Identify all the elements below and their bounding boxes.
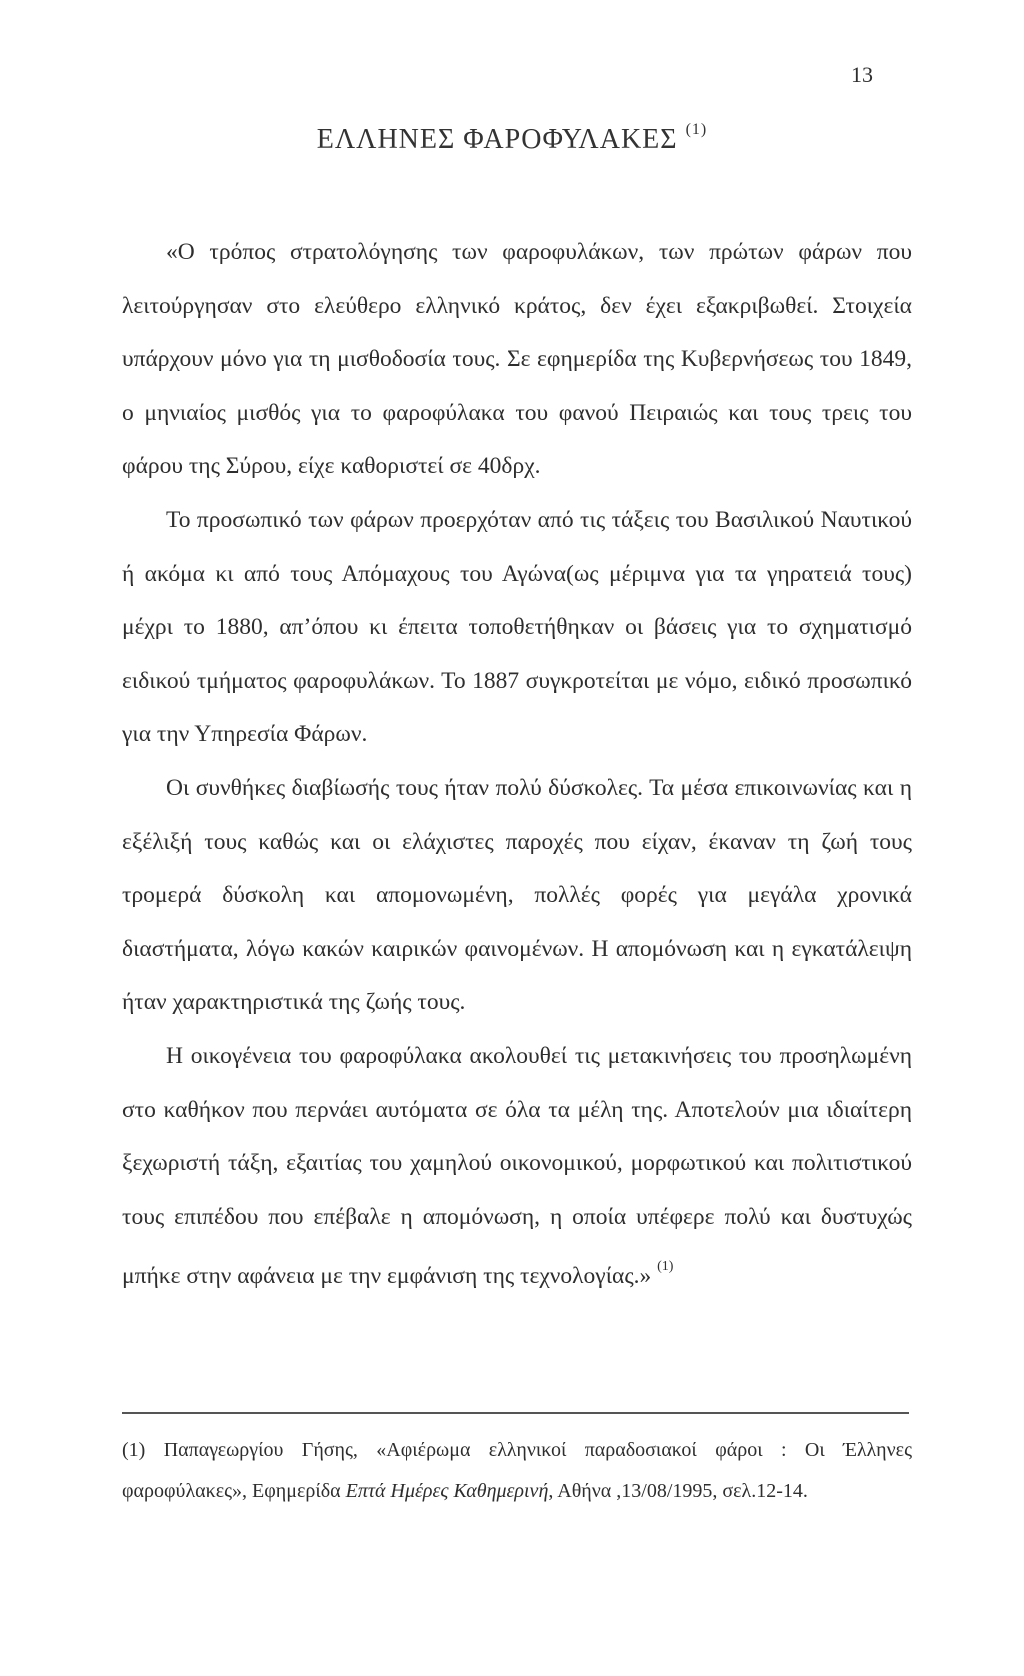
paragraph-3: Οι συνθήκες διαβίωσής τους ήταν πολύ δύσκολες. Τα μέσα επικοινωνίας και η εξέλιξή τους καθώς και οι ελάχιστες παροχές που είχαν, έκαναν τη ζωή τους τρομερά δύσκολη και απομονωμένη, πολλές φορές για μεγάλα χρονικά διαστήματα, λόγω κακών καιρικών φαινομένων. Η απομόνωση και η εγκατάλειψη ήταν χαρακτηριστικά της ζωής τους. xyxy=(122,774,912,1016)
title-text: ΕΛΛΗΝΕΣ ΦΑΡΟΦΥΛΑΚΕΣ xyxy=(316,124,678,155)
title-note-ref: (1) xyxy=(685,120,708,138)
page-number: 13 xyxy=(851,62,873,87)
paragraph-2: Το προσωπικό των φάρων προερχόταν από τις τάξεις του Βασιλικού Ναυτικού ή ακόμα κι από τους Απόμαχους του Αγώνα(ως μέριμνα για τα γηρατειά τους) μέχρι το 1880, απ’όπου κι έπειτα τοποθετήθηκαν οι βάσεις για το σχηματισμό ειδικού τμήματος φαροφυλάκων. Το 1887 συγκροτείται με νόμο, ειδικό προσωπικό για την Υπηρεσία Φάρων. xyxy=(122,506,912,748)
paragraph-1: «Ο τρόπος στρατολόγησης των φαροφυλάκων, των πρώτων φάρων που λειτούργησαν στο ελεύθερο ελληνικό κράτος, δεν έχει εξακριβωθεί. Στοιχεία υπάρχουν μόνο για τη μισθοδοσία τους. Σε εφημερίδα της Κυβερνήσεως του 1849, ο μηνιαίος μισθός για το φαροφύλακα του φανού Πειραιώς και τους τρεις του φάρου της Σύρου, είχε καθοριστεί σε 40δρχ. xyxy=(122,239,912,480)
page-title xyxy=(0,120,1024,156)
footnote-newspaper: Επτά Ημέρες Καθημερινή xyxy=(345,1480,549,1502)
footnote-text: Παπαγεωργίου Γήσης, «Αφιέρωμα ελληνικοί παραδοσιακοί φάροι : Οι Έλληνες φαροφύλακες», Εφημερίδα xyxy=(122,1439,913,1502)
footnote-text-end: , Αθήνα ,13/08/1995, σελ.12-14. xyxy=(548,1480,808,1502)
paragraph-4 xyxy=(122,1030,912,1304)
body-text xyxy=(122,226,912,1304)
footnote xyxy=(122,1430,912,1512)
footnote-marker: (1) xyxy=(122,1439,146,1461)
paragraph-4-note-ref: (1) xyxy=(657,1259,674,1275)
footnote-divider xyxy=(122,1412,909,1414)
paragraph-4-text: Η οικογένεια του φαροφύλακα ακολουθεί τις μετακινήσεις του προσηλωμένη στο καθήκον που περνάει αυτόματα σε όλα τα μέλη της. Αποτελούν μια ιδιαίτερη ξεχωριστή τάξη, εξαιτίας του χαμηλού οικονομικού, μορφωτικού και πολιτιστικού τους επιπέδου που επέβαλε η απομόνωση, η οποία υπέφερε πολύ και δυστυχώς μπήκε στην αφάνεια με την εμφάνιση της τεχνολογίας.» xyxy=(122,1042,912,1290)
